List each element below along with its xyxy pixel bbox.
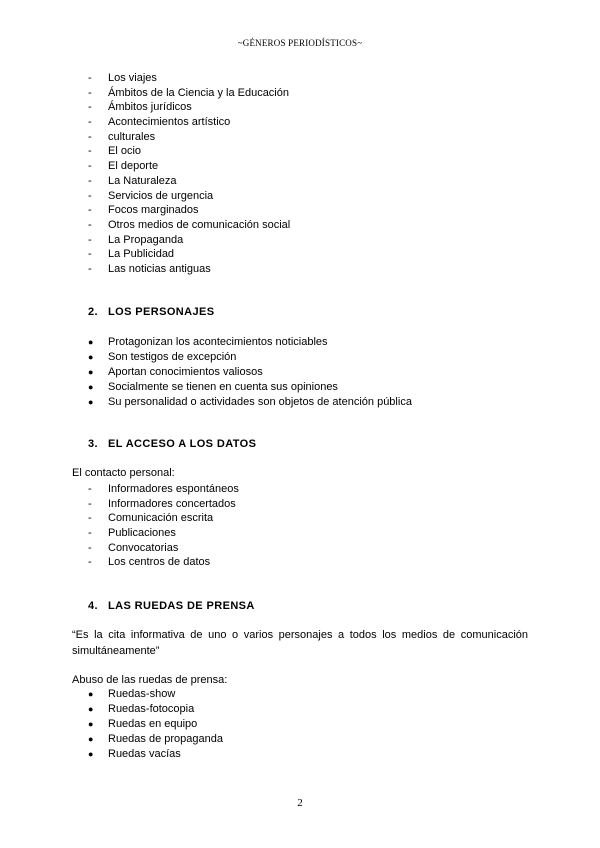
dash-marker: - (88, 86, 92, 99)
list-item: - El ocio (88, 145, 142, 158)
bullet-marker: ● (88, 703, 94, 714)
bullet-marker: ● (88, 718, 94, 729)
dash-marker: - (88, 233, 92, 246)
list-item: - La Propaganda (88, 233, 184, 246)
list-item: - Informadores espontáneos (88, 483, 239, 495)
bullet-marker: ● (88, 337, 94, 347)
page-header: ~GÉNEROS PERIODÍSTICOS~ (237, 38, 363, 48)
bullet-marker: ● (88, 689, 94, 699)
bullet-marker: ● (88, 396, 94, 407)
definition-quote: “Es la cita informativa de uno o varios personajes a todos los medios de comunicación simultáneamente” (72, 629, 528, 657)
list-item: ● Aportan conocimientos valiosos (88, 365, 263, 378)
section-number: 4. (88, 600, 98, 612)
list-item: - Ámbitos de la Ciencia y la Educación (88, 86, 289, 99)
list-item: - Ámbitos jurídicos (88, 101, 192, 114)
list-item: - Comunicación escrita (88, 512, 214, 525)
bullet-marker: ● (88, 351, 94, 362)
list-item: - Las noticias antiguas (88, 262, 211, 275)
list-item: ● Son testigos de excepción (88, 350, 237, 363)
section-title: LOS PERSONAJES (108, 306, 215, 318)
bullet-marker: ● (88, 733, 94, 744)
list-item: - culturales (88, 130, 156, 143)
dash-marker: - (88, 189, 92, 202)
acceso-datos-list (88, 482, 239, 570)
list-item: - La Publicidad (88, 248, 175, 261)
list-item: - Acontecimientos artístico (88, 116, 231, 129)
list-item: ● Protagonizan los acontecimientos noticiables (88, 336, 328, 348)
list-item: ● Ruedas vacías (88, 747, 181, 760)
section-number: 3. (88, 438, 98, 450)
section-heading-ruedas-prensa (88, 600, 255, 612)
list-item: - Los centros de datos (88, 556, 211, 569)
dash-marker: - (88, 497, 92, 510)
dash-marker: - (88, 145, 92, 158)
bullet-marker: ● (88, 748, 94, 759)
dash-marker: - (88, 174, 92, 187)
section-intro: Abuso de las ruedas de prensa: (72, 674, 228, 686)
dash-marker: - (88, 160, 92, 173)
section-title: LAS RUEDAS DE PRENSA (108, 600, 255, 612)
list-item: ● Su personalidad o actividades son objetos de atención pública (88, 395, 412, 408)
list-item: - La Naturaleza (88, 174, 177, 187)
bullet-marker: ● (88, 381, 94, 392)
dash-marker: - (88, 204, 92, 217)
section-number: 2. (88, 306, 98, 318)
section-heading-acceso-datos (88, 438, 256, 450)
dash-marker: - (88, 512, 92, 525)
list-item: - Publicaciones (88, 527, 176, 540)
section-intro: El contacto personal: (72, 467, 175, 479)
dash-marker: - (88, 262, 92, 275)
dash-marker: - (88, 527, 92, 540)
bullet-marker: ● (88, 366, 94, 377)
section-title: EL ACCESO A LOS DATOS (108, 438, 257, 450)
list-item: - El deporte (88, 160, 159, 173)
dash-marker: - (88, 556, 92, 569)
dash-marker: - (88, 541, 92, 554)
dash-marker: - (88, 101, 92, 114)
list-item: ● Ruedas-show (88, 688, 176, 700)
dash-marker: - (88, 72, 92, 84)
ruedas-prensa-list (88, 687, 223, 761)
list-item: ● Ruedas-fotocopia (88, 702, 195, 715)
section-heading-personajes (88, 306, 214, 318)
list-item: - Focos marginados (88, 204, 199, 217)
page-number: 2 (297, 797, 303, 809)
list-item: - Convocatorias (88, 541, 179, 554)
list-item: - Otros medios de comunicación social (88, 218, 291, 231)
list-item: ● Socialmente se tienen en cuenta sus opiniones (88, 380, 338, 393)
list-item: ● Ruedas en equipo (88, 717, 198, 730)
list-item: - Informadores concertados (88, 497, 236, 510)
list-item: - Los viajes (88, 72, 157, 84)
dash-marker: - (88, 218, 92, 231)
personajes-list (88, 335, 412, 409)
dash-marker: - (88, 483, 92, 495)
dash-marker: - (88, 116, 92, 129)
list-item: ● Ruedas de propaganda (88, 732, 223, 745)
topics-list (88, 71, 290, 277)
dash-marker: - (88, 130, 92, 143)
list-item: - Servicios de urgencia (88, 189, 214, 202)
dash-marker: - (88, 248, 92, 261)
